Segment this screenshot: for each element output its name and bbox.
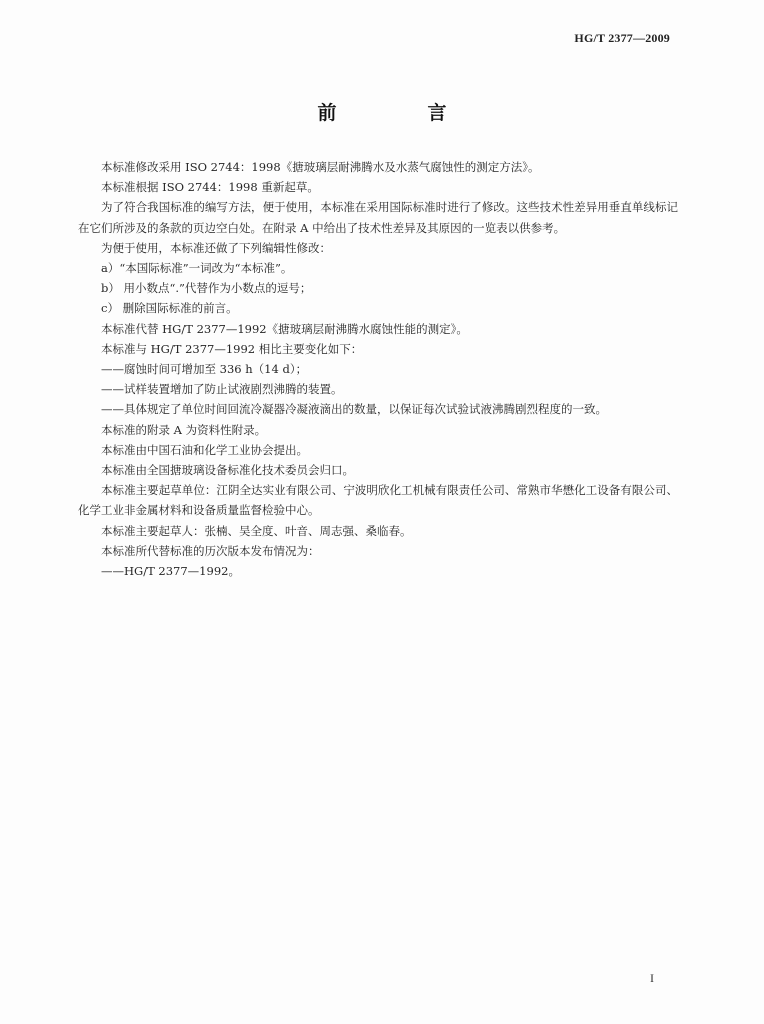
paragraph-replaces: 本标准代替 HG/T 2377—1992《搪玻璃层耐沸腾水腐蚀性能的测定》。 — [101, 321, 468, 336]
paragraph-annex: 本标准的附录 A 为资料性附录。 — [101, 422, 267, 437]
page-number: I — [650, 971, 654, 985]
paragraph-drafters: 本标准主要起草人：张楠、吴全度、叶音、周志强、桑临春。 — [101, 523, 412, 538]
standard-code: HG/T 2377—2009 — [574, 31, 670, 45]
paragraph-drafting-units: 本标准主要起草单位：江阴全达实业有限公司、宁波明欣化工机械有限责任公司、常熟市华懋化工设备有限公司、化学工业非金属材料和设备质量监督检验中心。 — [78, 483, 678, 518]
change-item-device: ——试样装置增加了防止试液剧烈沸腾的装置。 — [101, 382, 343, 397]
paragraph-modifications: 为了符合我国标准的编写方法，便于使用，本标准在采用国际标准时进行了修改。这些技术性差异用垂直单线标记在它们所涉及的条款的页边空白处。在附录 A 中给出了技术性差异及其原因的一览表以供参考。 — [78, 200, 678, 235]
list-item-c: c） 删除国际标准的前言。 — [101, 301, 238, 316]
list-item-a: a）“本国际标准”一词改为“本标准”。 — [101, 261, 293, 276]
paragraph-editorial-intro: 为便于使用，本标准还做了下列编辑性修改： — [101, 240, 331, 255]
paragraph-committee: 本标准由全国搪玻璃设备标准化技术委员会归口。 — [101, 463, 354, 478]
paragraph-history-intro: 本标准所代替标准的历次版本发布情况为： — [101, 543, 320, 558]
paragraph-proposer: 本标准由中国石油和化学工业协会提出。 — [101, 442, 308, 457]
paragraph-drafting-basis: 本标准根据 ISO 2744：1998 重新起草。 — [101, 180, 319, 195]
change-item-time: ——腐蚀时间可增加至 336 h（14 d）； — [101, 362, 308, 377]
paragraph-changes-intro: 本标准与 HG/T 2377—1992 相比主要变化如下： — [101, 341, 363, 356]
history-item: ——HG/T 2377—1992。 — [101, 564, 240, 579]
list-item-b: b） 用小数点“.”代替作为小数点的逗号； — [101, 281, 312, 296]
paragraph-adoption: 本标准修改采用 ISO 2744：1998《搪玻璃层耐沸腾水及水蒸气腐蚀性的测定方法》。 — [101, 160, 540, 174]
page-title: 前 言 — [317, 102, 483, 124]
change-item-condensate: ——具体规定了单位时间回流冷凝器冷凝液滴出的数量，以保证每次试验试液沸腾剧烈程度的一致。 — [101, 402, 607, 417]
foreword-body — [78, 157, 678, 581]
